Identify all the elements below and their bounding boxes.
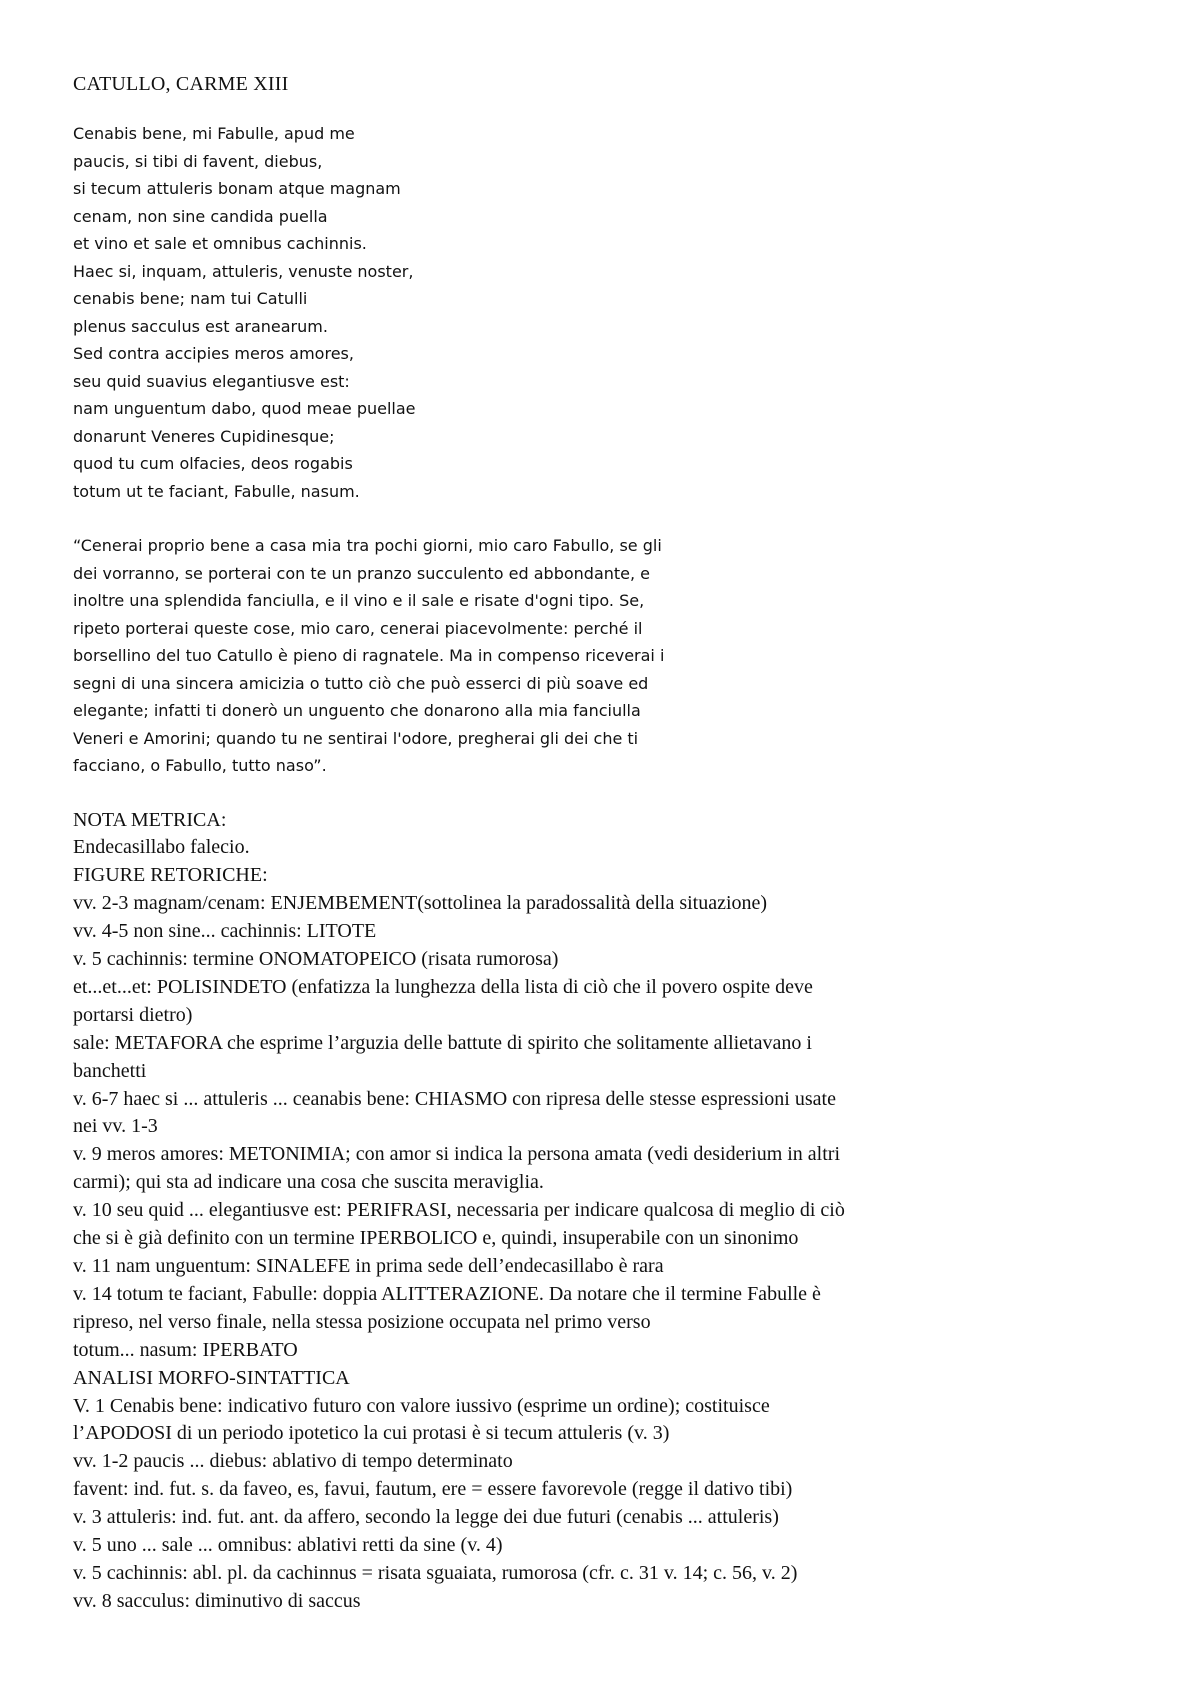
poem-verse: Haec si, inquam, attuleris, venuste noster, (73, 261, 414, 281)
note-line: v. 10 seu quid ... elegantiusve est: PERIFRASI, necessaria per indicare qualcosa di meglio di ciò (73, 1199, 845, 1222)
translation-line: elegante; infatti ti donerò un unguento che donarono alla mia fanciulla (73, 701, 641, 720)
italian-translation (73, 532, 1133, 780)
note-line: Endecasillabo falecio. (73, 836, 250, 859)
note-line: v. 5 cachinnis: termine ONOMATOPEICO (risata rumorosa) (73, 948, 559, 971)
translation-line: segni di una sincera amicizia o tutto ciò che può esserci di più soave ed (73, 673, 649, 693)
note-line: carmi); qui sta ad indicare una cosa che suscita meraviglia. (73, 1171, 544, 1194)
latin-poem (73, 120, 1133, 505)
poem-verse: si tecum attuleris bonam atque magnam (73, 179, 401, 198)
poem-verse: et vino et sale et omnibus cachinnis. (73, 234, 367, 253)
poem-verse: cenabis bene; nam tui Catulli (73, 289, 308, 308)
poem-verse: paucis, si tibi di favent, diebus, (73, 151, 323, 171)
note-line: ripreso, nel verso finale, nella stessa posizione occupata nel primo verso (73, 1310, 651, 1333)
note-line: v. 6-7 haec si ... attuleris ... ceanabis bene: CHIASMO con ripresa delle stesse espressioni usate (73, 1087, 836, 1110)
note-line: V. 1 Cenabis bene: indicativo futuro con valore iussivo (esprime un ordine); costituisce (73, 1394, 770, 1417)
note-line: v. 3 attuleris: ind. fut. ant. da affero, secondo la legge dei due futuri (cenabis ... attuleris) (73, 1506, 779, 1529)
poem-verse: Sed contra accipies meros amores, (73, 344, 354, 363)
poem-verse: totum ut te faciant, Fabulle, nasum. (73, 481, 360, 501)
note-line: vv. 1-2 paucis ... diebus: ablativo di tempo determinato (73, 1450, 513, 1473)
note-line: v. 5 cachinnis: abl. pl. da cachinnus = risata sguaiata, rumorosa (cfr. c. 31 v. 14; c. 56, v. 2) (73, 1561, 798, 1584)
translation-line: dei vorranno, se porterai con te un pranzo succulento ed abbondante, e (73, 563, 651, 583)
note-line: che si è già definito con un termine IPERBOLICO e, quindi, insuperabile con un sinonimo (73, 1227, 799, 1250)
note-line: vv. 2-3 magnam/cenam: ENJEMBEMENT(sottolinea la paradossalità della situazione) (73, 892, 768, 915)
note-line: sale: METAFORA che esprime l’arguzia delle battute di spirito che solitamente allietavano i (73, 1031, 812, 1054)
note-line: v. 11 nam unguentum: SINALEFE in prima sede dell’endecasillabo è rara (73, 1255, 664, 1277)
note-line: v. 5 uno ... sale ... omnibus: ablativi retti da sine (v. 4) (73, 1534, 503, 1557)
note-line: banchetti (73, 1059, 147, 1082)
note-line: FIGURE RETORICHE: (73, 864, 268, 887)
poem-verse: Cenabis bene, mi Fabulle, apud me (73, 124, 355, 143)
note-line: v. 9 meros amores: METONIMIA; con amor si indica la persona amata (vedi desiderium in altri (73, 1143, 841, 1166)
note-line: portarsi dietro) (73, 1003, 193, 1026)
note-line: vv. 4-5 non sine... cachinnis: LITOTE (73, 920, 377, 943)
translation-line: “Cenerai proprio bene a casa mia tra pochi giorni, mio caro Fabullo, se gli (73, 536, 662, 555)
translation-line: ripeto porterai queste cose, mio caro, cenerai piacevolmente: perché il (73, 618, 643, 638)
note-line: ANALISI MORFO-SINTATTICA (73, 1366, 350, 1389)
translation-line: borsellino del tuo Catullo è pieno di ragnatele. Ma in compenso riceverai i (73, 646, 665, 665)
note-line: vv. 8 sacculus: diminutivo di saccus (73, 1589, 361, 1612)
poem-verse: donarunt Veneres Cupidinesque; (73, 426, 335, 446)
poem-verse: cenam, non sine candida puella (73, 206, 328, 226)
poem-verse: quod tu cum olfacies, deos rogabis (73, 454, 353, 473)
note-line: et...et...et: POLISINDETO (enfatizza la lunghezza della lista di ciò che il povero ospite deve (73, 975, 813, 998)
note-line: favent: ind. fut. s. da faveo, es, favui, fautum, ere = essere favorevole (regge il dativo tibi) (73, 1478, 793, 1501)
poem-verse: nam unguentum dabo, quod meae puellae (73, 399, 416, 418)
translation-line: inoltre una splendida fanciulla, e il vino e il sale e risate d'ogni tipo. Se, (73, 591, 645, 610)
note-line: l’APODOSI di un periodo ipotetico la cui protasi è si tecum attuleris (v. 3) (73, 1422, 670, 1445)
poem-verse: seu quid suavius elegantiusve est: (73, 371, 350, 391)
translation-line: facciano, o Fabullo, tutto naso”. (73, 756, 327, 775)
poem-verse: plenus sacculus est aranearum. (73, 316, 328, 336)
note-line: NOTA METRICA: (73, 808, 227, 831)
document-title: CATULLO, CARME XIII (73, 73, 289, 95)
translation-line: Veneri e Amorini; quando tu ne sentirai l'odore, pregherai gli dei che ti (73, 728, 639, 748)
note-line: nei vv. 1-3 (73, 1115, 158, 1138)
analysis-notes (73, 807, 1133, 1616)
document-page (73, 70, 1133, 1616)
note-line: totum... nasum: IPERBATO (73, 1338, 298, 1361)
note-line: v. 14 totum te faciant, Fabulle: doppia ALITTERAZIONE. Da notare che il termine Fabulle è (73, 1282, 821, 1305)
